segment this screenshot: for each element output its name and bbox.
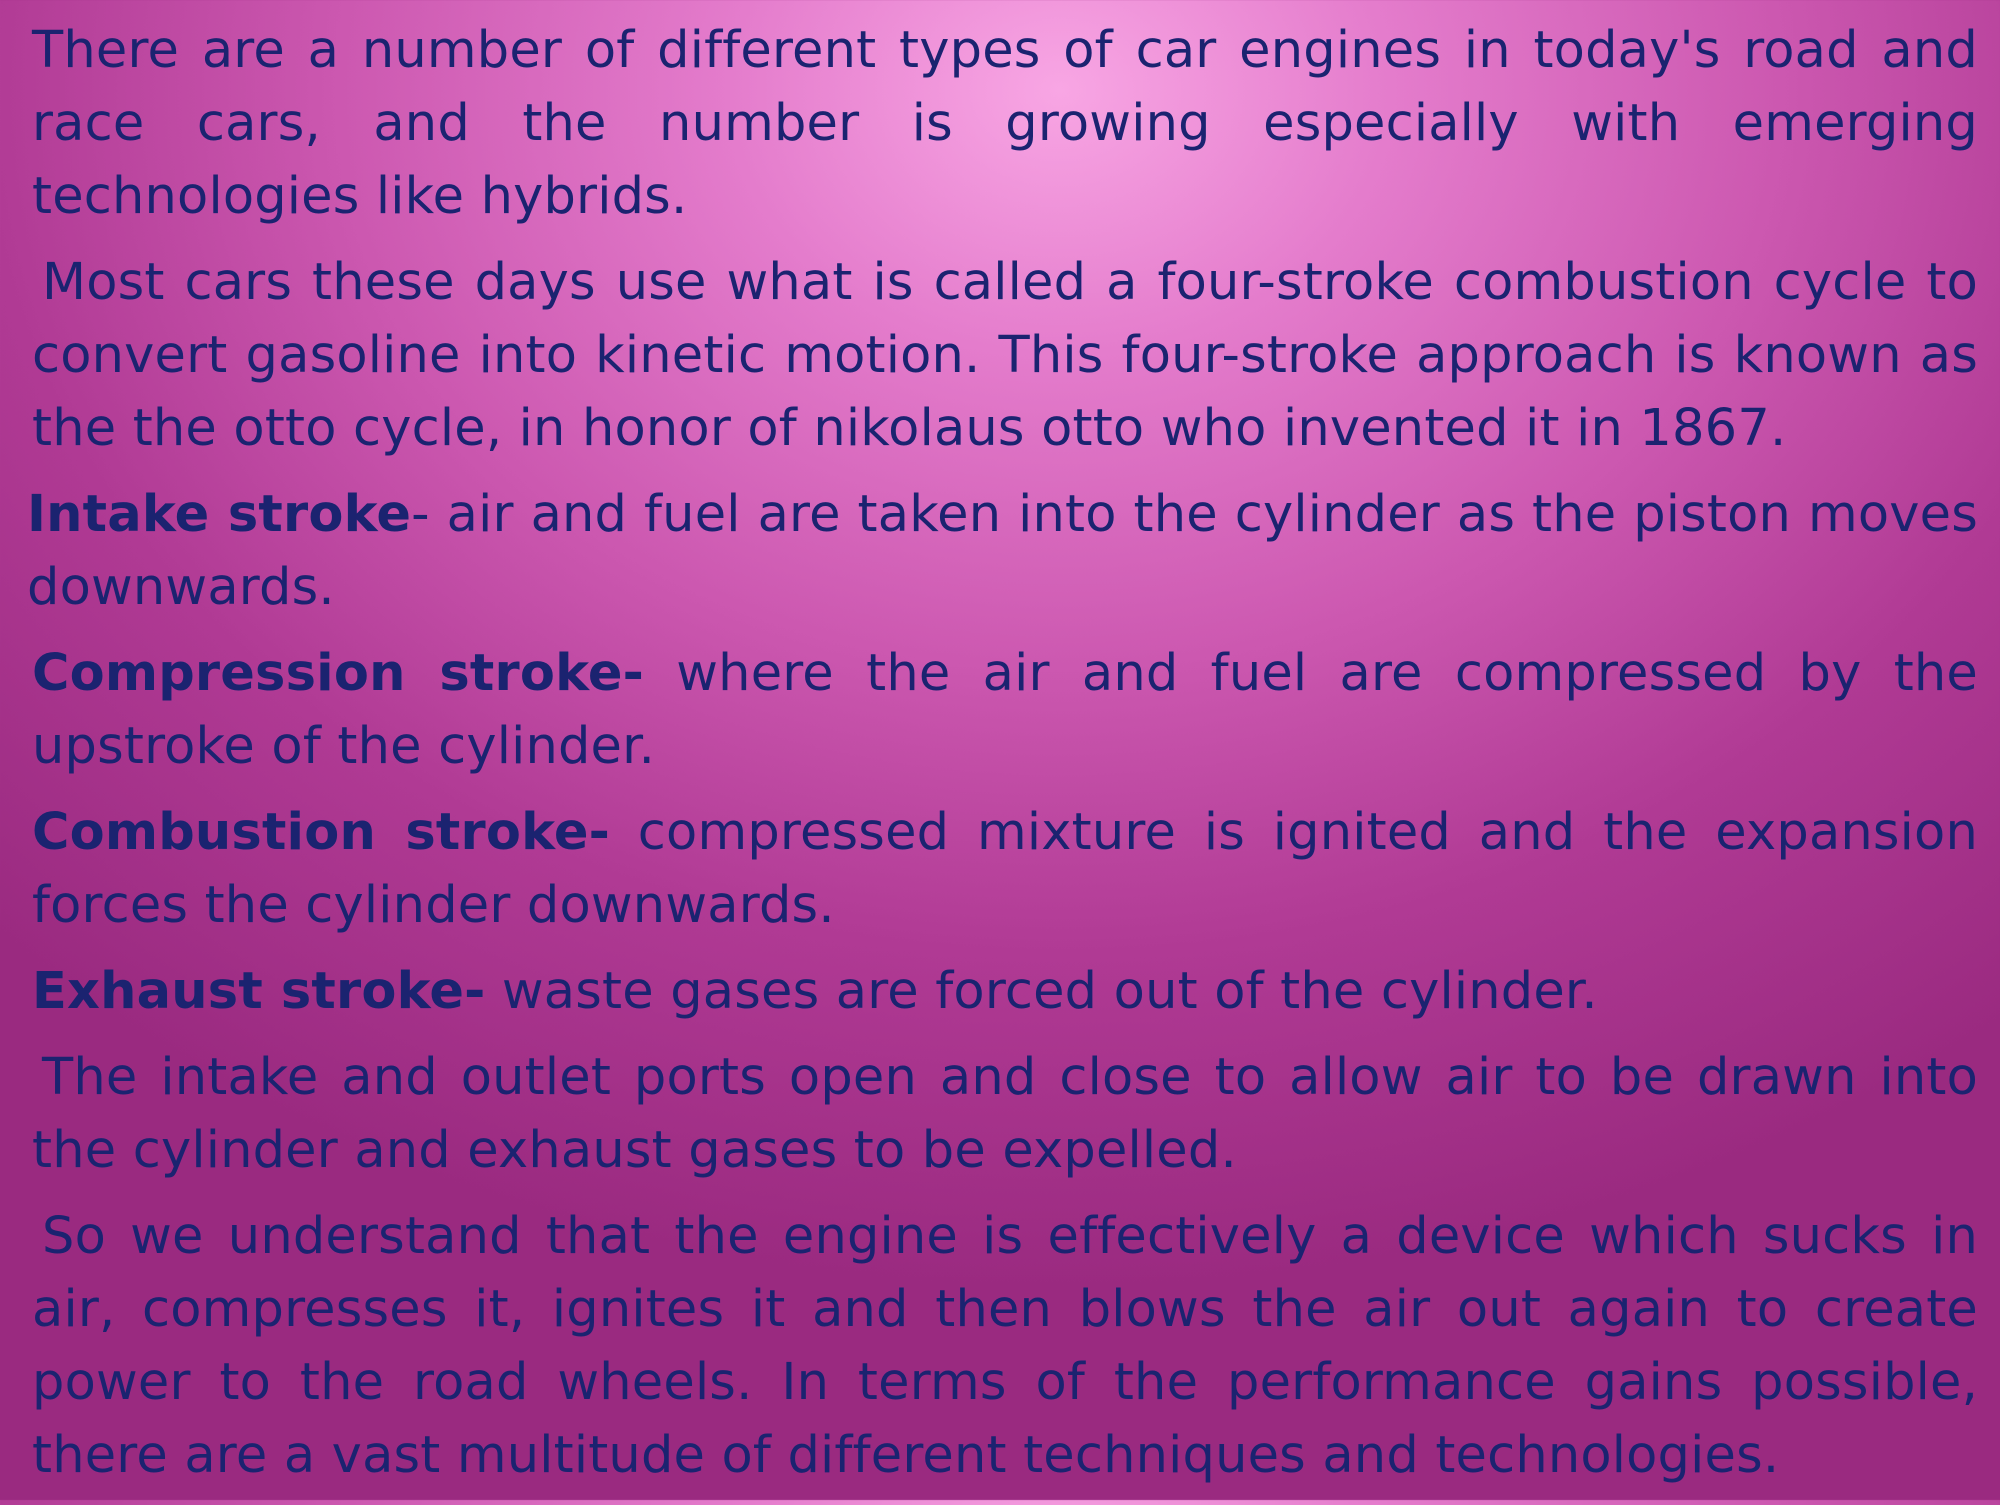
compression-stroke-term: Compression stroke- xyxy=(32,644,645,703)
exhaust-stroke-description: waste gases are forced out of the cylinder. xyxy=(485,962,1598,1021)
intake-stroke-description: - air and fuel are taken into the cylinder as the piston moves downwards. xyxy=(27,485,1978,617)
exhaust-stroke-term: Exhaust stroke- xyxy=(32,962,486,1021)
intro-paragraph xyxy=(32,14,1978,233)
slide-body xyxy=(27,14,1978,1505)
compression-stroke-paragraph xyxy=(32,637,1978,783)
combustion-stroke-description: compressed mixture is ignited and the expansion forces the cylinder downwards. xyxy=(32,803,1978,935)
otto-cycle-paragraph xyxy=(32,246,1978,465)
exhaust-stroke-paragraph xyxy=(32,955,1978,1028)
compression-stroke-description: where the air and fuel are compressed by the upstroke of the cylinder. xyxy=(32,644,1978,776)
combustion-stroke-paragraph xyxy=(32,796,1978,942)
intake-stroke-term: Intake stroke xyxy=(27,485,412,544)
combustion-stroke-term: Combustion stroke- xyxy=(32,803,610,862)
ports-paragraph xyxy=(32,1041,1978,1187)
ports-text: The intake and outlet ports open and close to allow air to be drawn into the cylinder and exhaust gases to be expelled. xyxy=(32,1048,1978,1180)
intro-text: There are a number of different types of car engines in today's road and race cars, and the number is growing especially with emerging technologies like hybrids. xyxy=(32,21,1978,226)
otto-cycle-text: Most cars these days use what is called a four-stroke combustion cycle to convert gasoline into kinetic motion. This four-stroke approach is known as the the otto cycle, in honor of nikolaus otto who invented it in 1867. xyxy=(32,253,1978,458)
intake-stroke-paragraph xyxy=(27,478,1978,624)
summary-text: So we understand that the engine is effectively a device which sucks in air, compresses it, ignites it and then blows the air out again to create power to the road wheels. In terms of the performance gains possible, there are a vast multitude of different techniques and technologies. xyxy=(32,1207,1978,1485)
summary-paragraph xyxy=(32,1200,1978,1492)
